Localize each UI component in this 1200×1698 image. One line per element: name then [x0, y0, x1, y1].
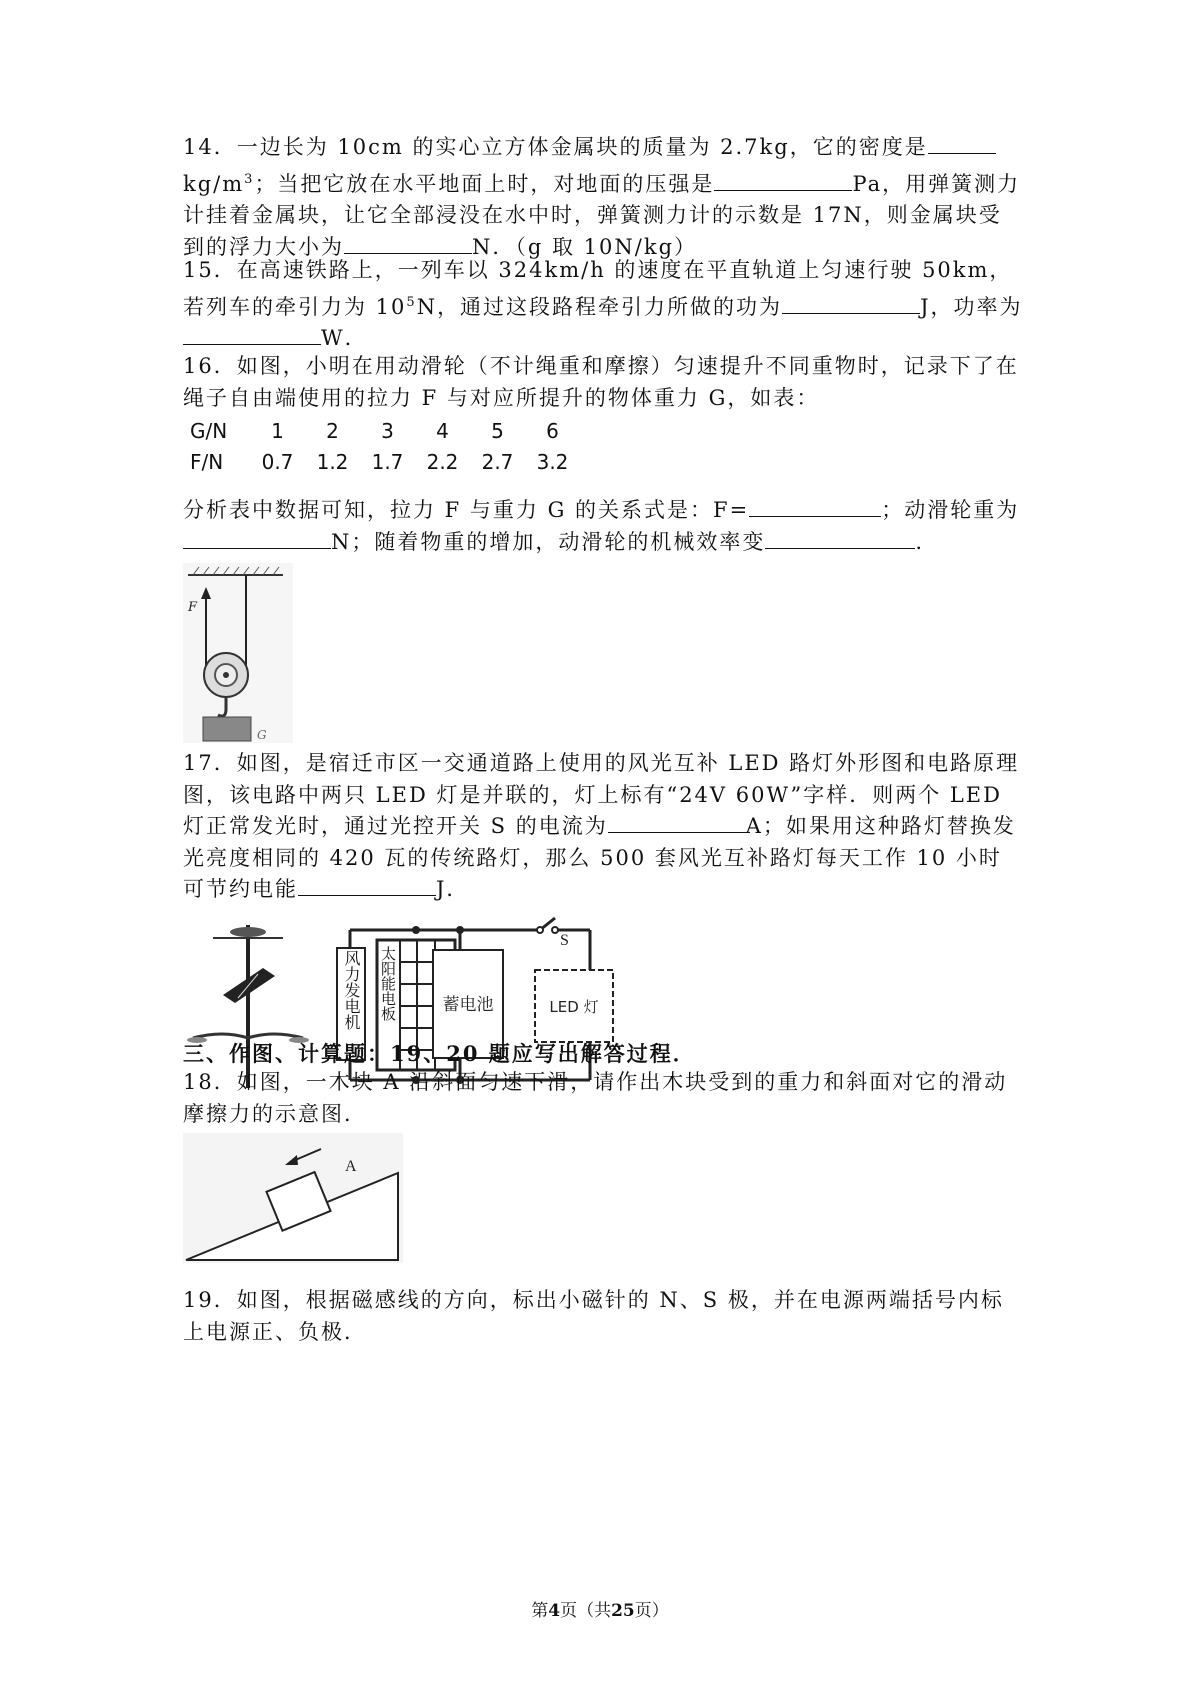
page-footer: 第4页（共25页） [531, 1601, 669, 1621]
question-18: 18．如图，一木块 A 沿斜面匀速下滑，请作出木块受到的重力和斜面对它的滑动摩擦力的示意图． [183, 1070, 1008, 1126]
answer-blank [765, 528, 915, 549]
answer-blank [344, 233, 472, 254]
data-table-row-g: G/N 1 2 3 4 5 6 [190, 419, 559, 443]
svg-text:LED 灯: LED 灯 [549, 998, 599, 1016]
svg-text:G: G [257, 728, 267, 742]
question-14: 14．一边长为 10cm 的实心立方体金属块的质量为 2.7kg，它的密度是 $kg/m^3$；当把它放在水平地面上时，对地面的压强是 Pa，用弹簧测力计挂着金属块，让它全部浸没在水中时，弹簧测力计的示数是 17N，则金属块受到的浮力大小为 N．（g 取 10N/kg） [183, 135, 1021, 259]
section-3-heading: 三、作图、计算题：19、20 题应写出解答过程． [183, 1041, 696, 1066]
page-number: 4 [548, 1601, 561, 1621]
question-16-continued: 分析表中数据可知，拉力 F 与重力 G 的关系式是：F= ；动滑轮重为N；随着物重的增加，动滑轮的机械效率变 . [183, 498, 1020, 554]
answer-blank [928, 133, 996, 154]
pulley-figure [183, 563, 293, 743]
circuit-diagram: S 风力发电机 太阳能电板 蓄电池 LED 灯 [325, 910, 625, 1095]
answer-blank [298, 875, 436, 896]
svg-text:A: A [345, 1158, 357, 1175]
data-table-row-f: F/N 0.7 1.2 1.7 2.2 2.7 3.2 [190, 450, 569, 474]
page-total: 25 [611, 1601, 635, 1621]
question-19: 19．如图，根据磁感线的方向，标出小磁针的 N、S 极，并在电源两端括号内标上电源正、负极． [183, 1288, 1004, 1344]
svg-text:F: F [188, 600, 198, 615]
answer-blank [749, 496, 881, 517]
svg-text:蓄电池: 蓄电池 [442, 995, 494, 1015]
question-17: 17．如图，是宿迁市区一交通道路上使用的风光互补 LED 路灯外形图和电路原理图，该电路中两只 LED 灯是并联的，灯上标有“24V 60W”字样．则两个 LED 灯正常发光时，通过光控开关 S 的电流为 A；如果用这种路灯替换发光亮度相同的 420 瓦的传统路灯，那么 500 套风光互补路灯每天工作 10 小时可节约电能 J． [183, 751, 1020, 902]
answer-blank [608, 812, 746, 833]
svg-text:S: S [560, 932, 569, 949]
answer-blank [183, 528, 331, 549]
answer-blank [714, 170, 852, 191]
answer-blank [183, 324, 321, 345]
answer-blank [782, 293, 920, 314]
question-15: 15．在高速铁路上，一列车以 324km/h 的速度在平直轨道上匀速行驶 50km，若列车的牵引力为 $10^5N$，通过这段路程牵引力所做的功为 J，功率为W． [183, 258, 1023, 351]
question-16: 16．如图，小明在用动滑轮（不计绳重和摩擦）匀速提升不同重物时，记录下了在绳子自由端使用的拉力 F 与对应所提升的物体重力 G，如表： [183, 354, 1019, 410]
incline-figure [183, 1133, 403, 1263]
